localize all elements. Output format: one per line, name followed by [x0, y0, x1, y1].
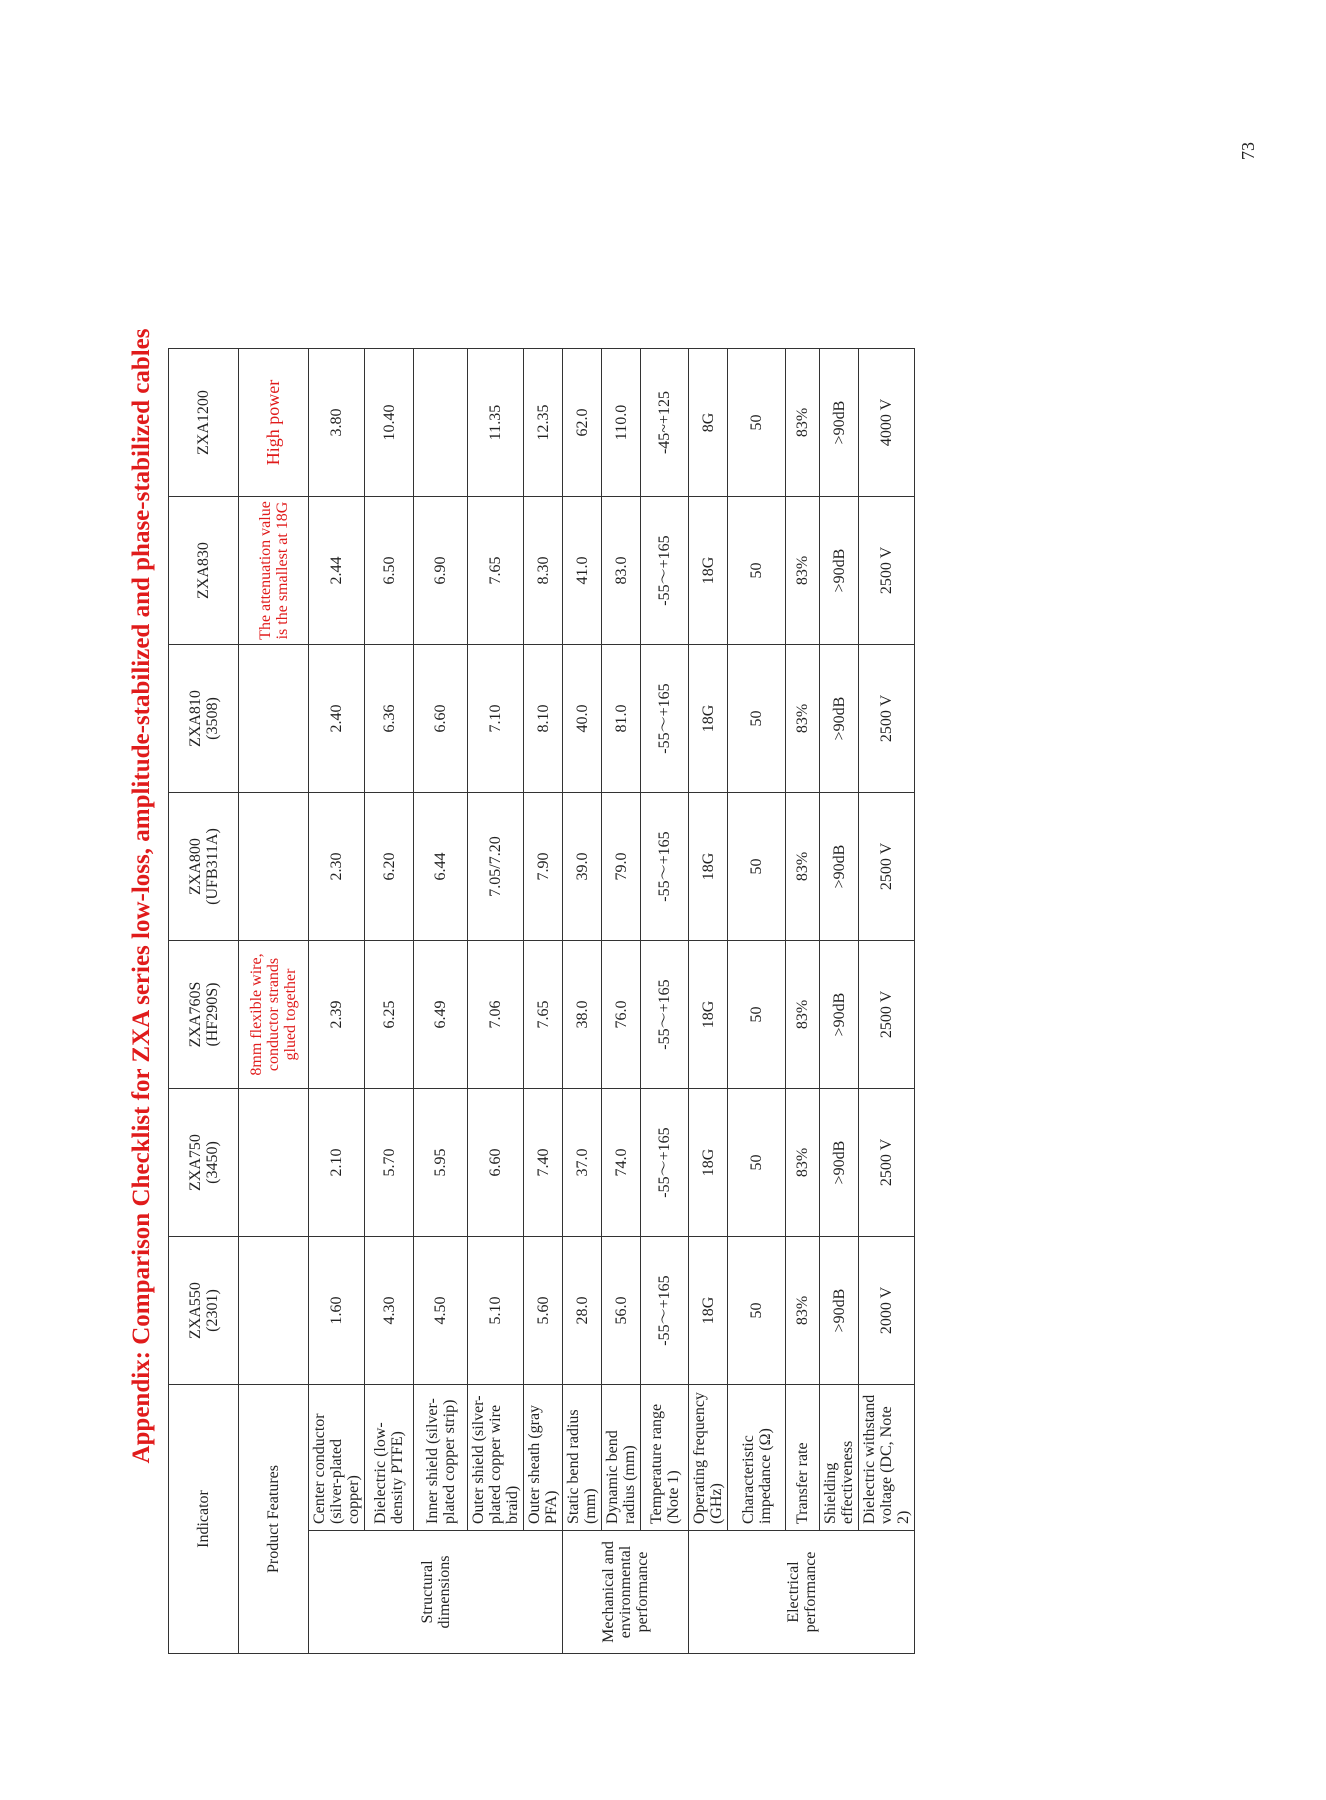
table-cell: 2500 V — [859, 497, 915, 645]
feature-cell — [239, 793, 309, 941]
table-cell: 6.60 — [414, 645, 468, 793]
table-cell: 2500 V — [859, 1089, 915, 1237]
model-header: ZXA830 — [169, 497, 239, 645]
table-row — [309, 349, 365, 1654]
table-row — [524, 349, 563, 1654]
table-cell: 2000 V — [859, 1237, 915, 1385]
model-header: ZXA800 (UFB311A) — [169, 793, 239, 941]
header-row-models — [169, 349, 239, 1654]
table-cell: >90dB — [820, 497, 859, 645]
feature-cell: The attenuation value is the smallest at 18G — [239, 497, 309, 645]
table-cell: 6.60 — [468, 1089, 524, 1237]
table-cell: 7.65 — [524, 941, 563, 1089]
table-cell: -55～+165 — [641, 1237, 689, 1385]
table-cell: 2500 V — [859, 793, 915, 941]
table-cell: 2500 V — [859, 645, 915, 793]
table-cell: 4000 V — [859, 349, 915, 497]
table-cell: -55～+165 — [641, 941, 689, 1089]
feature-cell: 8mm flexible wire, conductor strands glued together — [239, 941, 309, 1089]
table-cell: -55～+165 — [641, 793, 689, 941]
table-cell: 83% — [786, 349, 820, 497]
header-row-features — [239, 349, 309, 1654]
table-cell: 18G — [689, 941, 728, 1089]
table-row — [786, 349, 820, 1654]
table-cell: 50 — [728, 1237, 786, 1385]
model-header: ZXA810 (3508) — [169, 645, 239, 793]
table-cell: 110.0 — [602, 349, 641, 497]
table-cell: 4.30 — [365, 1237, 414, 1385]
table-cell: 4.50 — [414, 1237, 468, 1385]
table-cell: 2.40 — [309, 645, 365, 793]
table-cell: 6.49 — [414, 941, 468, 1089]
table-cell: 39.0 — [563, 793, 602, 941]
table-cell: -55～+165 — [641, 645, 689, 793]
table-row — [602, 349, 641, 1654]
table-cell: 81.0 — [602, 645, 641, 793]
table-cell: 7.40 — [524, 1089, 563, 1237]
table-cell: 56.0 — [602, 1237, 641, 1385]
row-label: Center conductor (silver-plated copper) — [309, 1385, 365, 1531]
feature-cell — [239, 645, 309, 793]
model-header: ZXA760S (HF290S) — [169, 941, 239, 1089]
table-cell: 8.10 — [524, 645, 563, 793]
table-cell: 2.44 — [309, 497, 365, 645]
table-row — [414, 349, 468, 1654]
group-mechanical: Mechanical and environmental performance — [563, 1531, 689, 1654]
row-label: Inner shield (silver-plated copper strip) — [414, 1385, 468, 1531]
feature-cell: High power — [239, 349, 309, 497]
table-cell: 6.90 — [414, 497, 468, 645]
table-cell: 28.0 — [563, 1237, 602, 1385]
table-cell: 50 — [728, 645, 786, 793]
table-cell: 50 — [728, 497, 786, 645]
table-cell: -55～+165 — [641, 497, 689, 645]
table-cell: 18G — [689, 1089, 728, 1237]
table-cell: 83.0 — [602, 497, 641, 645]
table-cell: -55～+165 — [641, 1089, 689, 1237]
row-label: Shielding effectiveness — [820, 1385, 859, 1531]
table-cell: 6.44 — [414, 793, 468, 941]
table-cell: >90dB — [820, 1237, 859, 1385]
table-cell: 8.30 — [524, 497, 563, 645]
table-cell: 18G — [689, 793, 728, 941]
table-cell: 50 — [728, 1089, 786, 1237]
group-structural: Structural dimensions — [309, 1531, 563, 1654]
model-header: ZXA550 (2301) — [169, 1237, 239, 1385]
table-cell: 7.06 — [468, 941, 524, 1089]
row-label: Operating frequency (GHz) — [689, 1385, 728, 1531]
table-cell: 6.20 — [365, 793, 414, 941]
table-cell: 2.30 — [309, 793, 365, 941]
row-label: Dynamic bend radius (mm) — [602, 1385, 641, 1531]
table-cell: 6.25 — [365, 941, 414, 1089]
row-label: Dielectric (low-density PTFE) — [365, 1385, 414, 1531]
table-cell: 1.60 — [309, 1237, 365, 1385]
row-label: Characteristic impedance (Ω) — [728, 1385, 786, 1531]
table-cell: 2500 V — [859, 941, 915, 1089]
table-cell: 7.65 — [468, 497, 524, 645]
table-cell: 41.0 — [563, 497, 602, 645]
table-cell: 18G — [689, 1237, 728, 1385]
row-label: Dielectric withstand voltage (DC, Note 2) — [859, 1385, 915, 1531]
table-cell: >90dB — [820, 645, 859, 793]
comparison-table — [168, 348, 915, 1654]
table-cell: 18G — [689, 497, 728, 645]
table-cell: 79.0 — [602, 793, 641, 941]
table-cell: 5.10 — [468, 1237, 524, 1385]
table-cell — [414, 349, 468, 497]
table-cell: 62.0 — [563, 349, 602, 497]
page-title: Appendix: Comparison Checklist for ZXA series low-loss, amplitude-stabilized and phase-stabilized cables — [128, 328, 155, 1464]
table-cell: 7.90 — [524, 793, 563, 941]
table-cell: 6.36 — [365, 645, 414, 793]
row-label: Temperature range (Note 1) — [641, 1385, 689, 1531]
table-cell: 10.40 — [365, 349, 414, 497]
table-cell: 12.35 — [524, 349, 563, 497]
table-cell: 83% — [786, 645, 820, 793]
table-cell: 83% — [786, 497, 820, 645]
table-row — [820, 349, 859, 1654]
table-cell: 11.35 — [468, 349, 524, 497]
table-cell: 40.0 — [563, 645, 602, 793]
feature-cell — [239, 1237, 309, 1385]
feature-cell — [239, 1089, 309, 1237]
table-cell: 7.05/7.20 — [468, 793, 524, 941]
table-row — [728, 349, 786, 1654]
table-cell: 83% — [786, 941, 820, 1089]
row-label: Outer shield (silver-plated copper wire braid) — [468, 1385, 524, 1531]
group-electrical: Electrical performance — [689, 1531, 915, 1654]
table-cell: >90dB — [820, 349, 859, 497]
table-cell: >90dB — [820, 793, 859, 941]
row-label: Outer sheath (gray PFA) — [524, 1385, 563, 1531]
table-cell: 5.60 — [524, 1237, 563, 1385]
table-cell: 83% — [786, 793, 820, 941]
table-cell: >90dB — [820, 1089, 859, 1237]
table-row — [859, 349, 915, 1654]
table-cell: >90dB — [820, 941, 859, 1089]
table-cell: 83% — [786, 1089, 820, 1237]
table-cell: 50 — [728, 349, 786, 497]
table-cell: 37.0 — [563, 1089, 602, 1237]
table-row — [563, 349, 602, 1654]
table-cell: 5.70 — [365, 1089, 414, 1237]
table-cell: 18G — [689, 645, 728, 793]
table-cell: 6.50 — [365, 497, 414, 645]
table-cell: 50 — [728, 793, 786, 941]
features-header: Product Features — [239, 1385, 309, 1654]
table-cell: -45~+125 — [641, 349, 689, 497]
model-header: ZXA1200 — [169, 349, 239, 497]
model-header: ZXA750 (3450) — [169, 1089, 239, 1237]
table-cell: 76.0 — [602, 941, 641, 1089]
table-row — [689, 349, 728, 1654]
page-number: 73 — [1238, 142, 1258, 160]
row-label: Static bend radius (mm) — [563, 1385, 602, 1531]
table-cell: 38.0 — [563, 941, 602, 1089]
table-cell: 74.0 — [602, 1089, 641, 1237]
table-row — [468, 349, 524, 1654]
table-cell: 5.95 — [414, 1089, 468, 1237]
table-cell: 2.39 — [309, 941, 365, 1089]
table-cell: 7.10 — [468, 645, 524, 793]
table-row — [641, 349, 689, 1654]
table-row — [365, 349, 414, 1654]
table-cell: 3.80 — [309, 349, 365, 497]
table-cell: 83% — [786, 1237, 820, 1385]
table-cell: 50 — [728, 941, 786, 1089]
table-cell: 8G — [689, 349, 728, 497]
table-cell: 2.10 — [309, 1089, 365, 1237]
row-label: Transfer rate — [786, 1385, 820, 1531]
indicator-header: Indicator — [169, 1385, 239, 1654]
